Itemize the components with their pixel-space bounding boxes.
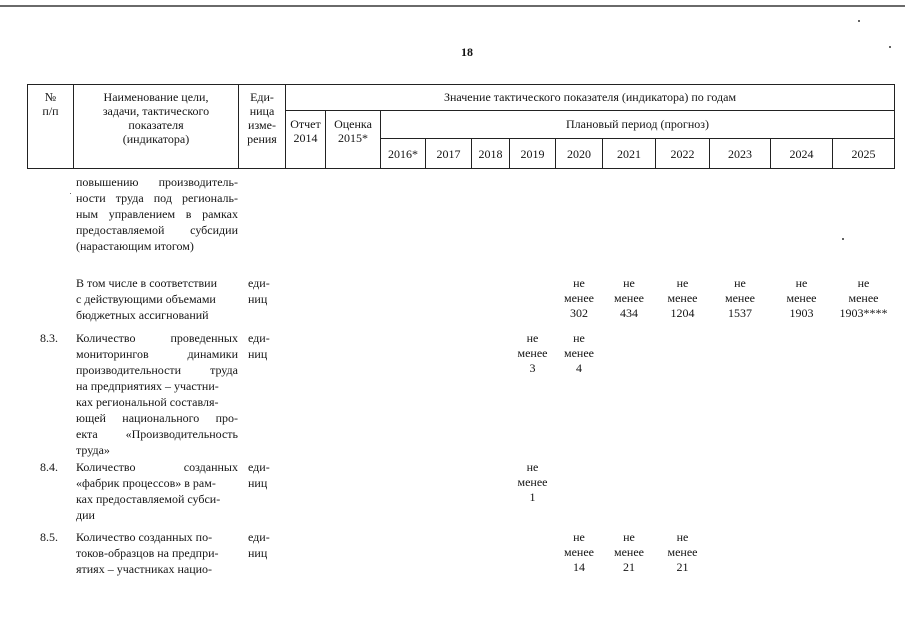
value-2021: не менее 434 [614,276,644,320]
value-2021: не менее 21 [614,530,644,574]
indicator-name: Количество созданных по- токов-образцов на предпри- ятиях – участниках нацио- [76,530,219,576]
row-number: 8.5. [40,530,58,544]
header-estimate-2015: Оценка 2015* [334,117,372,145]
value-2022: не менее 1204 [667,276,698,320]
header-year: 2019 [520,147,545,161]
header-number-column: № п/п [42,90,59,118]
scan-speck [889,46,891,48]
unit-cell: еди- ниц [248,276,270,306]
header-year: 2016* [388,147,418,161]
page-number: 18 [461,45,473,59]
indicator-name: Количество созданных «фабрик процессов» в рам- ках предоставляемой субси- дии [76,460,238,522]
row-number: 8.3. [40,331,58,345]
header-values-by-year: Значение тактического показателя (индикатора) по годам [443,90,737,104]
value-2020: не менее 4 [564,331,594,375]
unit-cell: еди- ниц [248,331,270,361]
unit-cell: еди- ниц [248,460,270,490]
header-name-column: Наименование цели, задачи, тактического показателя (индикатора) [102,90,210,146]
header-year: 2021 [617,147,641,161]
header-year: 2022 [670,147,695,161]
indicator-name: Количество проведенных мониторингов динамики производительности труда на предприятиях – участни- ках региональной составля- ющей национального про- екта «Производительность труда» [76,331,238,457]
header-year: 2020 [567,147,591,161]
indicator-continuation: повышению производитель- ности труда под региональ- ным управлением в рамках предоставляемой субсидии (нарастающим итогом) [76,175,238,253]
indicator-name: В том числе в соответствии с действующими объемами бюджетных ассигнований [76,276,218,322]
header-year: 2023 [728,147,752,161]
scan-top-edge [0,5,905,7]
value-2025: не менее 1903**** [839,276,888,320]
value-2022: не менее 21 [667,530,698,574]
value-2020: не менее 302 [564,276,594,320]
value-2023: не менее 1537 [725,276,755,320]
value-2019: не менее 3 [517,331,548,375]
header-report-2014: Отчет 2014 [290,117,321,145]
value-2019: не менее 1 [517,460,548,504]
scan-speck [70,193,71,194]
unit-cell: еди- ниц [248,530,270,560]
header-year: 2024 [789,147,814,161]
header-year: 2018 [478,147,503,161]
row-number: 8.4. [40,460,58,474]
value-2020: не менее 14 [564,530,594,574]
header-year: 2025 [851,147,876,161]
value-2024: не менее 1903 [786,276,817,320]
header-unit-column: Еди- ница изме- рения [247,90,277,146]
scan-speck [858,20,860,22]
scan-speck [842,238,844,240]
header-year: 2017 [436,147,461,161]
header-plan-period: Плановый период (прогноз) [566,117,709,131]
